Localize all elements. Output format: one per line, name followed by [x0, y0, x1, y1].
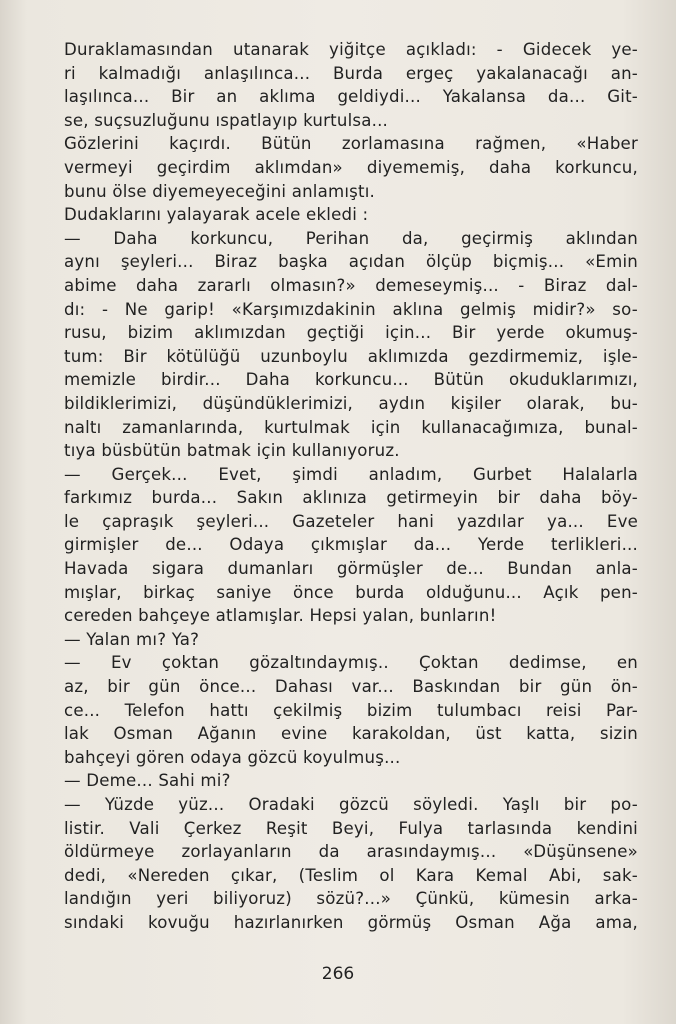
- text-line: lak Osman Ağanın evine karakoldan, üst katta, sizin: [64, 724, 638, 744]
- text-line: farkımız burda... Sakın aklınıza getirmeyin bir daha böy-: [64, 488, 638, 508]
- text-line: Dudaklarını yalayarak acele ekledi :: [64, 205, 369, 225]
- text-line: dedi, «Nereden çıkar, (Teslim ol Kara Kemal Abi, sak-: [64, 865, 638, 885]
- text-line: bunu ölse diyemeyeceğini anlamıştı.: [64, 181, 375, 201]
- text-line: laşılınca... Bir an aklıma geldiydi... Yakalansa da... Git-: [64, 87, 638, 107]
- text-line: vermeyi geçirdim aklımdan» diyememiş, daha korkuncu,: [64, 157, 638, 177]
- text-line: naltı zamanlarında, kurtulmak için kullanacağımıza, bunal-: [64, 417, 638, 437]
- text-line: öldürmeye zorlayanların da arasındaymış... «Düşünsene»: [64, 842, 638, 862]
- text-line: bildiklerimizi, düşündüklerimizi, aydın kişiler olarak, bu-: [64, 393, 638, 413]
- text-line: rusu, bizim aklımızdan geçtiği için... Bir yerde okumuş-: [64, 323, 638, 343]
- text-line: aynı şeyleri... Biraz başka açıdan ölçüp biçmiş... «Emin: [64, 252, 638, 272]
- text-line: landığın yeri biliyoruz) sözü?...» Çünkü, kümesin arka-: [64, 889, 638, 909]
- text-line: — Ev çoktan gözaltındaymış.. Çoktan dedimse, en: [64, 653, 638, 673]
- text-line: ce... Telefon hattı çekilmiş bizim tulumbacı reisi Par-: [64, 700, 638, 720]
- text-line: Duraklamasından utanarak yiğitçe açıkladı: - Gidecek ye-: [64, 40, 638, 59]
- text-line: listir. Vali Çerkez Reşit Beyi, Fulya tarlasında kendini: [64, 818, 638, 838]
- text-line: — Yalan mı? Ya?: [64, 629, 200, 649]
- text-line: — Daha korkuncu, Perihan da, geçirmiş aklından: [64, 228, 638, 248]
- text-line: — Gerçek... Evet, şimdi anladım, Gurbet Halalarla: [64, 464, 638, 484]
- text-line: — Deme... Sahi mi?: [64, 771, 231, 791]
- text-line: tıya büsbütün batmak için kullanıyoruz.: [64, 441, 400, 461]
- text-line: Gözlerini kaçırdı. Bütün zorlamasına rağmen, «Haber: [64, 134, 638, 154]
- text-line: sındaki kovuğu hazırlanırken görmüş Osman Ağa ama,: [64, 912, 638, 932]
- text-line: memizle birdir... Daha korkuncu... Bütün okuduklarımızı,: [64, 370, 638, 390]
- text-line: le çapraşık şeyleri... Gazeteler hani yazdılar ya... Eve: [64, 511, 638, 531]
- page-number: 266: [321, 964, 355, 984]
- text-line: — Yüzde yüz... Oradaki gözcü söyledi. Yaşlı bir po-: [64, 795, 638, 814]
- text-line: Havada sigara dumanları görmüşler de... Bundan anla-: [64, 559, 638, 579]
- text-line: mışlar, birkaç saniye önce burda olduğunu... Açık pen-: [64, 582, 638, 602]
- body-text: [64, 38, 638, 935]
- text-line: az, bir gün önce... Dahası var... Baskından bir gün ön-: [64, 677, 638, 697]
- text-line: bahçeyi gören odaya gözcü koyulmuş...: [64, 747, 401, 767]
- text-line: dı: - Ne garip! «Karşımızdakinin aklına gelmiş midir?» so-: [64, 299, 638, 319]
- text-line: ri kalmadığı anlaşılınca... Burda ergeç yakalanacağı an-: [64, 63, 638, 83]
- text-line: cereden bahçeye atlamışlar. Hepsi yalan, bunların!: [64, 606, 497, 626]
- text-line: se, suçsuzluğunu ıspatlayıp kurtulsa...: [64, 110, 389, 130]
- text-line: tum: Bir kötülüğü uzunboylu aklımızda gezdirmemiz, işle-: [64, 346, 638, 366]
- text-line: abime daha zararlı olmasın?» demeseymiş... - Biraz dal-: [64, 275, 638, 295]
- text-line: girmişler de... Odaya çıkmışlar da... Yerde terlikleri...: [64, 535, 638, 555]
